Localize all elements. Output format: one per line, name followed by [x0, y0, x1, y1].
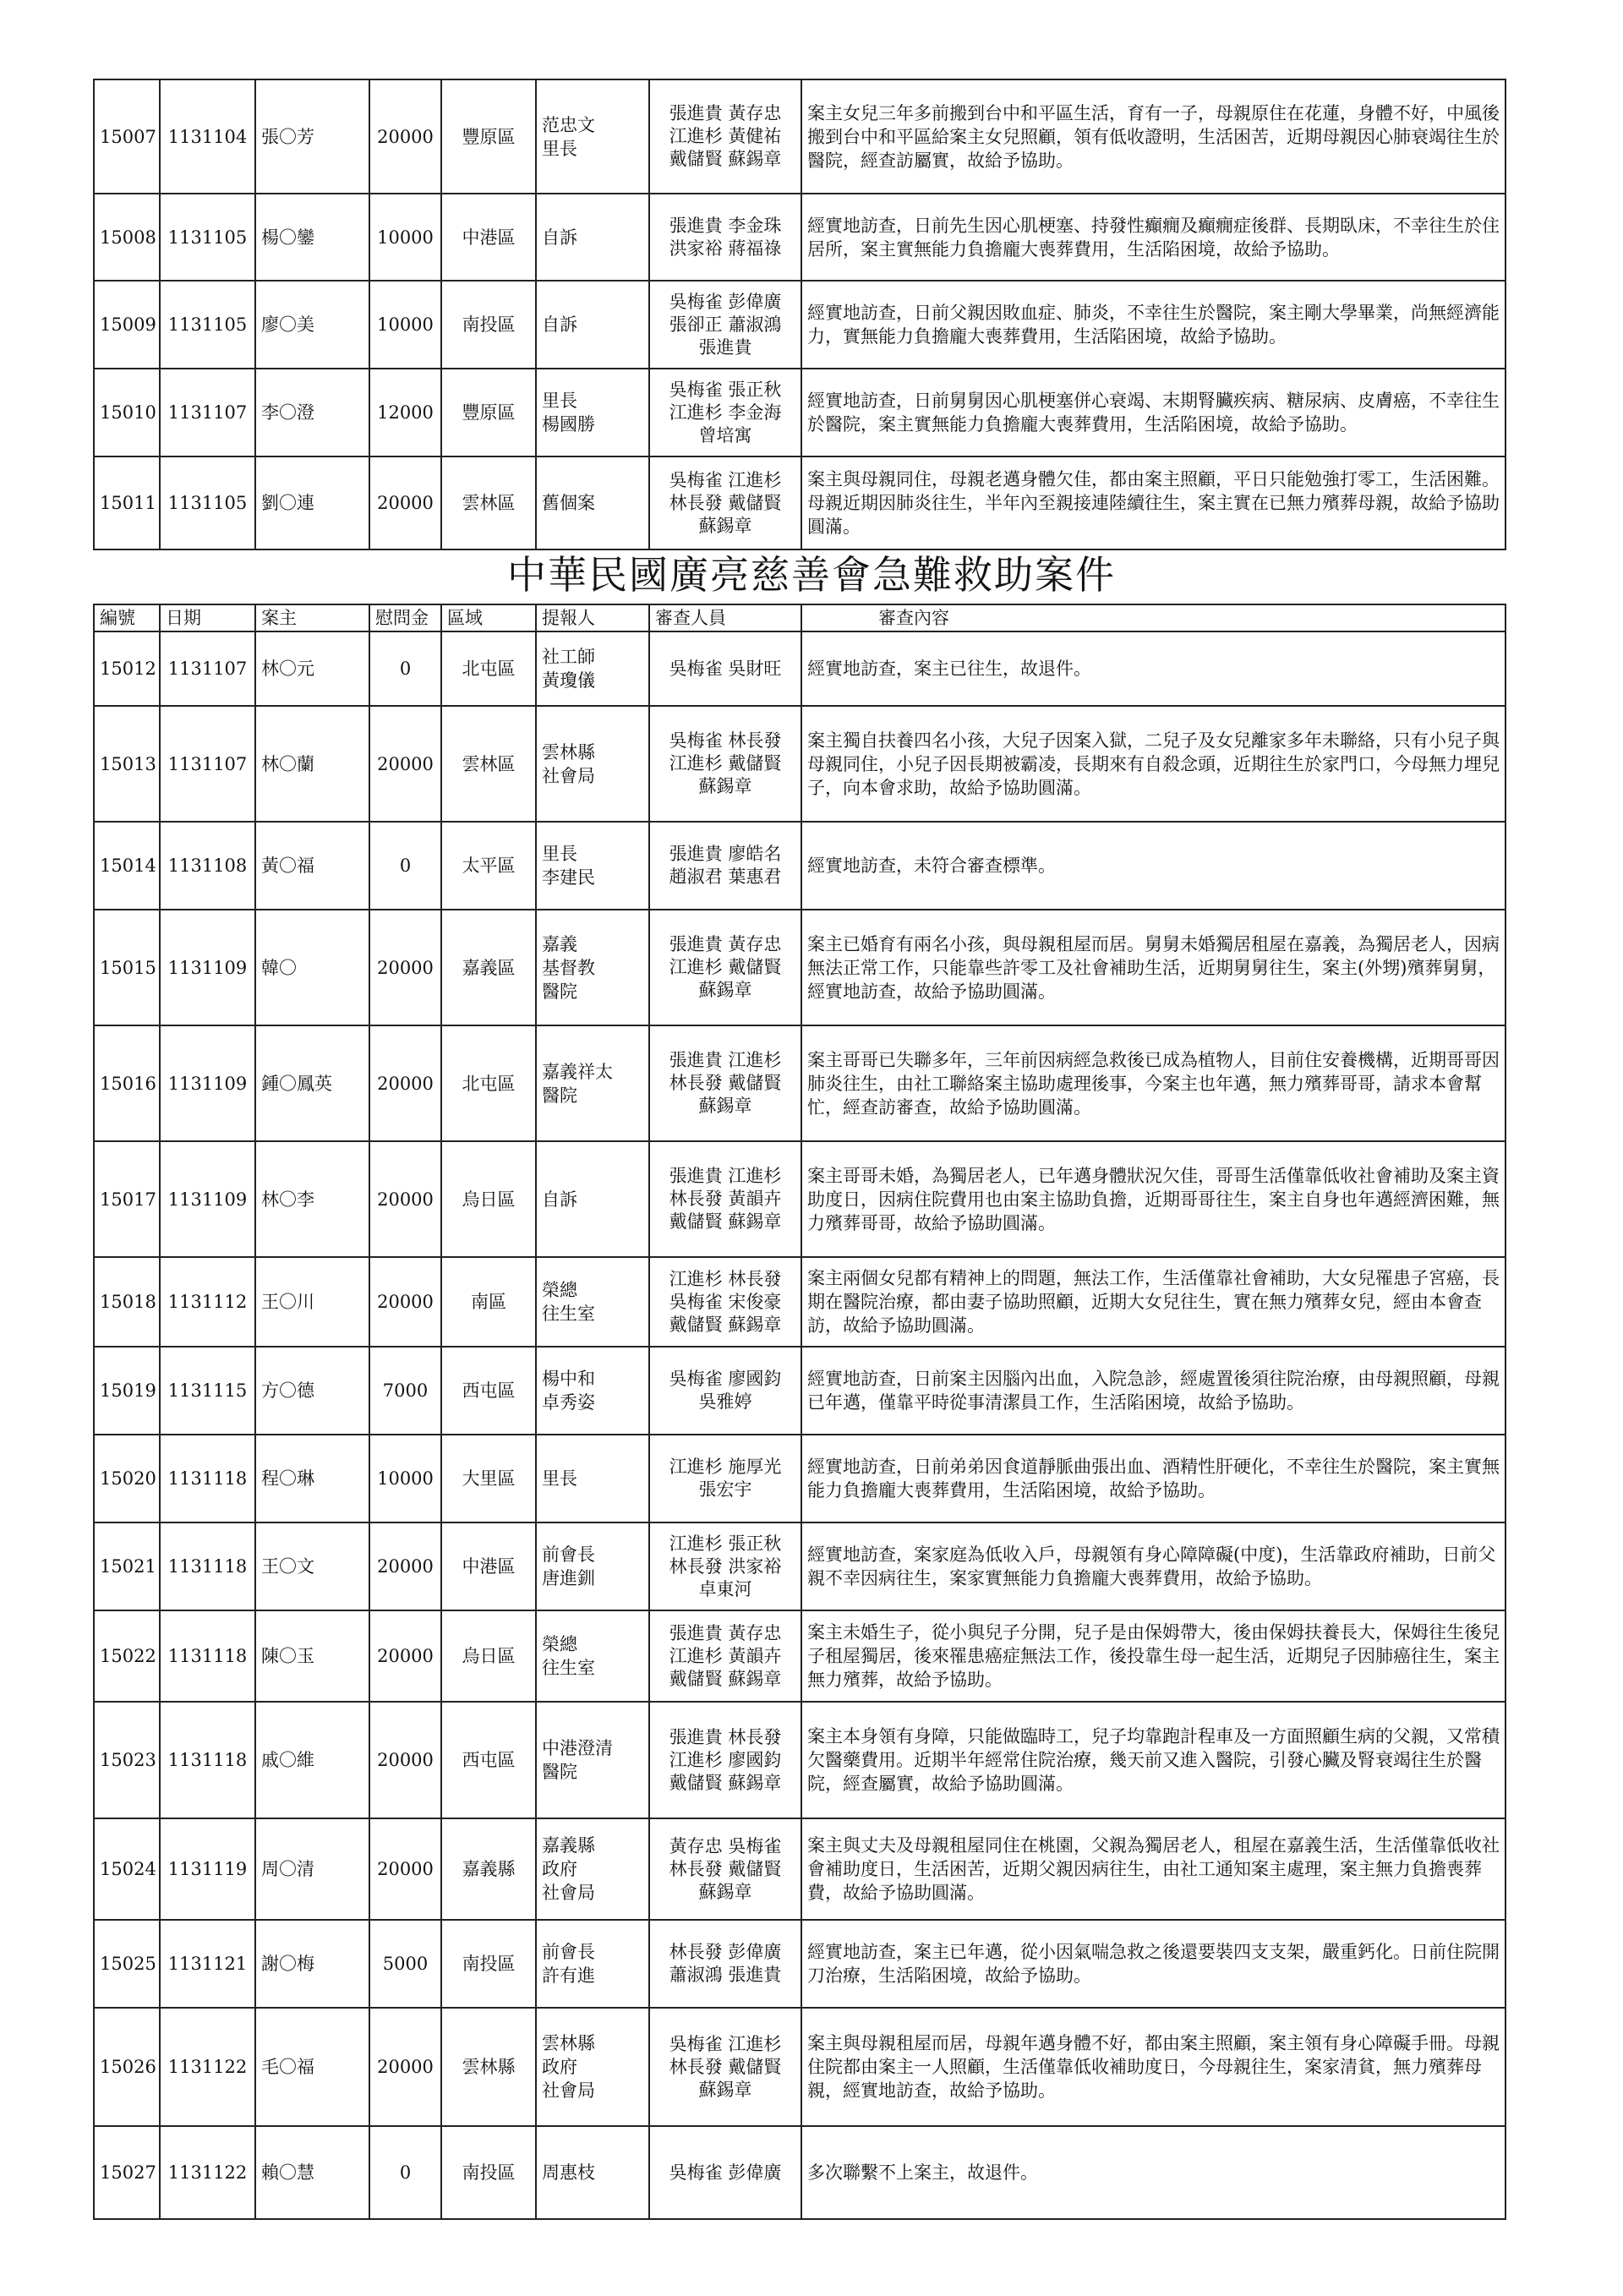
case-reviewers-line: 吳梅雀 江進杉	[669, 2033, 782, 2054]
case-reporter	[536, 1257, 649, 1347]
case-id: 15013	[94, 706, 160, 822]
case-reviewers	[649, 1347, 801, 1435]
case-reviewers-line: 吳梅雀 江進杉	[669, 469, 782, 490]
case-area: 南投區	[441, 1920, 536, 2008]
case-area: 嘉義縣	[441, 1818, 536, 1920]
case-id: 15027	[94, 2126, 160, 2219]
case-content: 經實地訪查，日前先生因心肌梗塞、持發性癲癇及癲癇症後群、長期臥床，不幸往生於住居所，案主實無能力負擔龐大喪葬費用，生活陷困境，故給予協助。	[801, 194, 1506, 281]
case-reporter	[536, 1702, 649, 1818]
header-date: 日期	[160, 604, 255, 631]
case-reporter	[536, 1347, 649, 1435]
case-client: 鍾〇鳳英	[255, 1025, 369, 1141]
case-amount: 10000	[369, 194, 441, 281]
case-content: 經實地訪查，日前案主因腦內出血，入院急診，經處置後須往院治療，由母親照顧，母親已年邁，僅靠平時從事清潔員工作，生活陷困境，故給予協助。	[801, 1347, 1506, 1435]
case-amount: 5000	[369, 1920, 441, 2008]
case-reporter-line: 社會局	[542, 1883, 595, 1903]
case-area: 嘉義區	[441, 910, 536, 1025]
table-row	[94, 1141, 1506, 1257]
case-reviewers-line: 吳雅婷	[698, 1391, 752, 1412]
case-reporter-line: 中港澄清	[542, 1738, 613, 1758]
case-reporter-line: 里長	[542, 844, 577, 864]
case-reviewers-line: 吳梅雀 彭偉廣	[669, 2162, 782, 2183]
case-content: 案主未婚生子，從小與兒子分開，兒子是由保姆帶大，後由保姆扶養長大，保姆往生後兒子租屋獨居，後來罹患癌症無法工作，後投靠生母一起生活，近期兒子因肺癌往生，案主無力殯葬，故給予協助。	[801, 1610, 1506, 1702]
case-amount: 20000	[369, 1025, 441, 1141]
case-reporter-line: 唐進釧	[542, 1568, 595, 1588]
table-row	[94, 456, 1506, 549]
case-reviewers-line: 張進貴 黃存忠	[669, 934, 782, 954]
case-reporter-line: 自訴	[542, 227, 577, 248]
case-date: 1131109	[160, 1141, 255, 1257]
case-reviewers-line: 戴儲賢 蘇錫章	[669, 1668, 782, 1689]
case-reporter-line: 榮總	[542, 1634, 577, 1654]
case-id: 15016	[94, 1025, 160, 1141]
table-row	[94, 2008, 1506, 2126]
case-reviewers-line: 林長發 戴儲賢	[669, 1858, 782, 1879]
case-reviewers-line: 蕭淑鴻 張進貴	[669, 1965, 782, 1985]
case-reviewers-line: 戴儲賢 蘇錫章	[669, 1314, 782, 1335]
case-reporter	[536, 910, 649, 1025]
case-reviewers	[649, 1257, 801, 1347]
case-table-main	[93, 604, 1506, 2220]
case-area: 豐原區	[441, 79, 536, 194]
case-id: 15011	[94, 456, 160, 549]
case-reviewers-line: 戴儲賢 蘇錫章	[669, 1772, 782, 1793]
case-reviewers-line: 江進杉 林長發	[669, 1268, 782, 1289]
case-amount: 0	[369, 631, 441, 706]
case-client: 程〇琳	[255, 1435, 369, 1522]
case-date: 1131115	[160, 1347, 255, 1435]
case-reviewers-line: 張進貴 江進杉	[669, 1050, 782, 1070]
case-reviewers	[649, 1522, 801, 1610]
case-id: 15026	[94, 2008, 160, 2126]
case-reporter	[536, 631, 649, 706]
case-content: 案主哥哥已失聯多年，三年前因病經急救後已成為植物人，目前住安養機構，近期哥哥因肺炎往生，由社工聯絡案主協助處理後事，今案主也年邁，無力殯葬哥哥，請求本會幫忙，經查訪審查，故給予協助圓滿。	[801, 1025, 1506, 1141]
case-reporter	[536, 1920, 649, 2008]
case-area: 西屯區	[441, 1702, 536, 1818]
case-client: 毛〇福	[255, 2008, 369, 2126]
case-reviewers	[649, 1818, 801, 1920]
case-reviewers-line: 張進貴 林長發	[669, 1726, 782, 1747]
case-id: 15022	[94, 1610, 160, 1702]
case-reporter-line: 政府	[542, 2057, 577, 2077]
table-row	[94, 1522, 1506, 1610]
case-area: 南區	[441, 1257, 536, 1347]
case-content: 案主女兒三年多前搬到台中和平區生活，育有一子，母親原住在花蓮，身體不好，中風後搬到台中和平區給案主女兒照顧，領有低收證明，生活困苦，近期母親因心肺衰竭往生於醫院，經查訪屬實，故給予協助。	[801, 79, 1506, 194]
case-reporter	[536, 2126, 649, 2219]
case-client: 楊〇鑾	[255, 194, 369, 281]
case-reporter-line: 卓秀姿	[542, 1392, 595, 1413]
case-client: 王〇川	[255, 1257, 369, 1347]
case-client: 陳〇玉	[255, 1610, 369, 1702]
table-row	[94, 281, 1506, 369]
case-client: 李〇澄	[255, 369, 369, 456]
case-id: 15008	[94, 194, 160, 281]
case-reviewers-line: 張宏宇	[698, 1479, 752, 1500]
table-row	[94, 706, 1506, 822]
case-date: 1131107	[160, 706, 255, 822]
case-content: 經實地訪查，案主已年邁，從小因氣喘急救之後還要裝四支支架，嚴重鈣化。日前住院開刀治療，生活陷困境，故給予協助。	[801, 1920, 1506, 2008]
case-reporter-line: 往生室	[542, 1658, 595, 1678]
case-reviewers-line: 張進貴 廖皓名	[669, 844, 782, 864]
case-area: 北屯區	[441, 631, 536, 706]
case-reviewers-line: 江進杉 施厚光	[669, 1457, 782, 1477]
case-id: 15019	[94, 1347, 160, 1435]
case-reporter-line: 醫院	[542, 1085, 577, 1106]
case-reporter	[536, 1610, 649, 1702]
case-content: 案主與丈夫及母親租屋同住在桃園，父親為獨居老人，租屋在嘉義生活，生活僅靠低收社會補助度日，生活困苦，近期父親因病往生，由社工通知案主處理，案主無力負擔喪葬費，故給予協助圓滿。	[801, 1818, 1506, 1920]
case-reporter	[536, 1435, 649, 1522]
case-reviewers	[649, 910, 801, 1025]
case-reporter-line: 基督教	[542, 957, 595, 978]
case-reporter	[536, 194, 649, 281]
case-reporter-line: 里長	[542, 138, 577, 159]
case-reviewers-line: 卓東河	[698, 1578, 752, 1599]
case-reviewers-line: 吳梅雀 彭偉廣	[669, 291, 782, 312]
case-reviewers-line: 江進杉 戴儲賢	[669, 753, 782, 774]
case-area: 烏日區	[441, 1610, 536, 1702]
case-id: 15021	[94, 1522, 160, 1610]
case-amount: 20000	[369, 706, 441, 822]
case-amount: 20000	[369, 1610, 441, 1702]
header-area: 區域	[441, 604, 536, 631]
case-content: 多次聯繫不上案主，故退件。	[801, 2126, 1506, 2219]
case-reviewers-line: 曾培寓	[698, 424, 752, 446]
case-date: 1131108	[160, 822, 255, 910]
case-date: 1131121	[160, 1920, 255, 2008]
case-reporter-line: 周惠枝	[542, 2162, 595, 2183]
table-row	[94, 1347, 1506, 1435]
case-id: 15020	[94, 1435, 160, 1522]
table-row	[94, 1257, 1506, 1347]
case-reviewers-line: 林長發 戴儲賢	[669, 492, 782, 513]
case-content: 案主哥哥未婚，為獨居老人，已年邁身體狀況欠佳，哥哥生活僅靠低收社會補助及案主資助度日，因病住院費用也由案主協助負擔，近期哥哥往生，案主自身也年邁經濟困難，無力殯葬哥哥，故給予協助圓滿。	[801, 1141, 1506, 1257]
case-reporter-line: 許有進	[542, 1965, 595, 1986]
case-reporter	[536, 822, 649, 910]
table-row	[94, 1702, 1506, 1818]
case-reporter-line: 里長	[542, 1468, 577, 1489]
case-reporter-line: 舊個案	[542, 493, 595, 513]
header-content: 審查內容	[801, 604, 1506, 631]
table-row	[94, 369, 1506, 456]
case-date: 1131107	[160, 369, 255, 456]
case-reviewers	[649, 1141, 801, 1257]
case-reviewers-line: 張卻正 蕭淑鴻	[669, 314, 782, 335]
case-id: 15012	[94, 631, 160, 706]
case-reviewers-line: 江進杉 廖國鈞	[669, 1749, 782, 1770]
case-reporter-line: 自訴	[542, 1189, 577, 1210]
case-reviewers-line: 吳梅雀 吳財旺	[669, 658, 782, 679]
case-reviewers-line: 洪家裕 蔣福祿	[669, 238, 782, 259]
case-content: 經實地訪查，日前舅舅因心肌梗塞併心衰竭、末期腎臟疾病、糖尿病、皮膚癌，不幸往生於醫院，案主實無能力負擔龐大喪葬費用，生活陷困境，故給予協助。	[801, 369, 1506, 456]
case-reporter	[536, 706, 649, 822]
case-reporter	[536, 1818, 649, 1920]
case-date: 1131119	[160, 1818, 255, 1920]
case-reporter-line: 社會局	[542, 2080, 595, 2101]
case-reviewers	[649, 1702, 801, 1818]
case-reviewers-line: 蘇錫章	[698, 2079, 752, 2100]
case-date: 1131109	[160, 1025, 255, 1141]
case-date: 1131112	[160, 1257, 255, 1347]
case-amount: 0	[369, 2126, 441, 2219]
case-reviewers-line: 趙淑君 葉惠君	[669, 866, 782, 887]
case-area: 大里區	[441, 1435, 536, 1522]
case-reporter-line: 范忠文	[542, 114, 595, 135]
case-reviewers-line: 江進杉 戴儲賢	[669, 957, 782, 977]
case-reporter-line: 自訴	[542, 314, 577, 335]
header-client: 案主	[255, 604, 369, 631]
case-reporter-line: 榮總	[542, 1280, 577, 1300]
case-content: 案主與母親租屋而居，母親年邁身體不好，都由案主照顧，案主領有身心障礙手冊。母親住院都由案主一人照顧，生活僅靠低收補助度日，今母親往生，案家清貧，無力殯葬母親，經實地訪查，故給予協助。	[801, 2008, 1506, 2126]
header-id: 編號	[94, 604, 160, 631]
case-amount: 10000	[369, 1435, 441, 1522]
case-reviewers-line: 蘇錫章	[698, 776, 752, 796]
case-reviewers-line: 張進貴 黃存忠	[669, 103, 782, 123]
table-row	[94, 2126, 1506, 2219]
case-amount: 7000	[369, 1347, 441, 1435]
header-reporter: 提報人	[536, 604, 649, 631]
case-content: 經實地訪查，案家庭為低收入戶，母親領有身心障障礙(中度)，生活靠政府補助，日前父親不幸因病往生，案家實無能力負擔龐大喪葬費用，故給予協助。	[801, 1522, 1506, 1610]
case-reviewers-line: 江進杉 黃健祐	[669, 126, 782, 146]
case-id: 15023	[94, 1702, 160, 1818]
case-client: 王〇文	[255, 1522, 369, 1610]
case-amount: 20000	[369, 1257, 441, 1347]
case-reviewers	[649, 1920, 801, 2008]
case-reviewers	[649, 1435, 801, 1522]
case-reviewers-line: 吳梅雀 宋俊豪	[669, 1291, 782, 1312]
case-date: 1131118	[160, 1435, 255, 1522]
case-date: 1131122	[160, 2126, 255, 2219]
case-reviewers-line: 蘇錫章	[698, 515, 752, 536]
case-reporter	[536, 1025, 649, 1141]
case-amount: 20000	[369, 2008, 441, 2126]
case-area: 豐原區	[441, 369, 536, 456]
case-reporter-line: 嘉義	[542, 933, 577, 954]
case-reviewers	[649, 1610, 801, 1702]
case-client: 周〇清	[255, 1818, 369, 1920]
case-client: 方〇德	[255, 1347, 369, 1435]
case-reporter	[536, 456, 649, 549]
case-id: 15010	[94, 369, 160, 456]
case-client: 黃〇福	[255, 822, 369, 910]
case-client: 劉〇連	[255, 456, 369, 549]
case-id: 15024	[94, 1818, 160, 1920]
case-reporter-line: 嘉義祥太	[542, 1061, 613, 1082]
case-date: 1131118	[160, 1522, 255, 1610]
case-id: 15009	[94, 281, 160, 369]
case-reviewers-line: 江進杉 李金海	[669, 402, 782, 423]
case-date: 1131118	[160, 1702, 255, 1818]
case-date: 1131118	[160, 1610, 255, 1702]
case-reviewers-line: 江進杉 黃韻卉	[669, 1645, 782, 1666]
case-area: 中港區	[441, 194, 536, 281]
case-content: 案主兩個女兒都有精神上的問題，無法工作，生活僅靠社會補助，大女兒罹患子宮癌，長期在醫院治療，都由妻子協助照顧，近期大女兒往生，實在無力殯葬女兒，經由本會查訪，故給予協助圓滿。	[801, 1257, 1506, 1347]
case-reviewers-line: 張進貴 黃存忠	[669, 1622, 782, 1643]
table-row	[94, 631, 1506, 706]
case-reporter-line: 醫院	[542, 1762, 577, 1782]
case-content: 經實地訪查，未符合審查標準。	[801, 822, 1506, 910]
case-area: 太平區	[441, 822, 536, 910]
case-reviewers-line: 黃存忠 吳梅雀	[669, 1835, 782, 1856]
case-reporter-line: 楊中和	[542, 1369, 595, 1389]
case-client: 林〇元	[255, 631, 369, 706]
case-reviewers-line: 蘇錫章	[698, 1881, 752, 1902]
table-row	[94, 1025, 1506, 1141]
case-id: 15014	[94, 822, 160, 910]
case-reporter-line: 黃瓊儀	[542, 670, 595, 691]
case-id: 15015	[94, 910, 160, 1025]
case-client: 張〇芳	[255, 79, 369, 194]
case-amount: 20000	[369, 1818, 441, 1920]
case-date: 1131107	[160, 631, 255, 706]
table-row	[94, 910, 1506, 1025]
case-reviewers-line: 張進貴	[698, 336, 752, 358]
case-reviewers	[649, 369, 801, 456]
case-reporter-line: 往生室	[542, 1304, 595, 1324]
case-area: 南投區	[441, 281, 536, 369]
table-header-row	[94, 604, 1506, 631]
case-reviewers-line: 吳梅雀 廖國鈞	[669, 1369, 782, 1389]
case-client: 廖〇美	[255, 281, 369, 369]
table-row	[94, 79, 1506, 194]
case-reviewers-line: 吳梅雀 林長發	[669, 730, 782, 751]
case-reporter-line: 前會長	[542, 1544, 595, 1565]
case-reviewers-line: 林長發 洪家裕	[669, 1555, 782, 1577]
case-area: 中港區	[441, 1522, 536, 1610]
case-area: 北屯區	[441, 1025, 536, 1141]
case-reviewers-line: 吳梅雀 張正秋	[669, 379, 782, 400]
case-reporter-line: 嘉義縣	[542, 1835, 595, 1856]
case-area: 烏日區	[441, 1141, 536, 1257]
case-reviewers-line: 蘇錫章	[698, 1096, 752, 1116]
case-id: 15025	[94, 1920, 160, 2008]
case-date: 1131105	[160, 281, 255, 369]
case-amount: 10000	[369, 281, 441, 369]
case-date: 1131105	[160, 194, 255, 281]
case-id: 15018	[94, 1257, 160, 1347]
case-date: 1131109	[160, 910, 255, 1025]
case-reviewers-line: 林長發 戴儲賢	[669, 1073, 782, 1093]
header-amount: 慰問金	[369, 604, 441, 631]
case-reporter	[536, 79, 649, 194]
case-reviewers-line: 戴儲賢 蘇錫章	[669, 149, 782, 169]
case-reporter-line: 楊國勝	[542, 414, 595, 435]
case-reviewers-line: 林長發 黃韻卉	[669, 1189, 782, 1209]
case-reporter-line: 社工師	[542, 647, 595, 667]
case-area: 雲林區	[441, 456, 536, 549]
case-content: 經實地訪查，案主已往生，故退件。	[801, 631, 1506, 706]
case-reviewers-line: 蘇錫章	[698, 980, 752, 1000]
case-content: 經實地訪查，日前父親因敗血症、肺炎，不幸往生於醫院，案主剛大學畢業，尚無經濟能力，實無能力負擔龐大喪葬費用，生活陷困境，故給予協助。	[801, 281, 1506, 369]
case-amount: 12000	[369, 369, 441, 456]
case-reviewers	[649, 2008, 801, 2126]
case-client: 林〇李	[255, 1141, 369, 1257]
case-area: 西屯區	[441, 1347, 536, 1435]
case-reporter-line: 前會長	[542, 1942, 595, 1962]
case-client: 林〇蘭	[255, 706, 369, 822]
case-reporter	[536, 2008, 649, 2126]
case-reporter	[536, 1141, 649, 1257]
case-area: 雲林縣	[441, 2008, 536, 2126]
case-content: 經實地訪查，日前弟弟因食道靜脈曲張出血、酒精性肝硬化，不幸往生於醫院，案主實無能力負擔龐大喪葬費用，生活陷困境，故給予協助。	[801, 1435, 1506, 1522]
case-reporter	[536, 369, 649, 456]
table-row	[94, 1920, 1506, 2008]
case-reporter-line: 里長	[542, 391, 577, 411]
case-reviewers	[649, 281, 801, 369]
case-content: 案主已婚育有兩名小孩，與母親租屋而居。舅舅未婚獨居租屋在嘉義，為獨居老人，因病無法正常工作，只能靠些許零工及社會補助生活，近期舅舅往生，案主(外甥)殯葬舅舅，經實地訪查，故給予協助圓滿。	[801, 910, 1506, 1025]
case-reviewers-line: 林長發 彭偉廣	[669, 1942, 782, 1962]
case-reporter	[536, 281, 649, 369]
case-reporter-line: 雲林縣	[542, 2033, 595, 2053]
table-row	[94, 822, 1506, 910]
case-area: 雲林區	[441, 706, 536, 822]
case-reporter	[536, 1522, 649, 1610]
case-reviewers-line: 林長發 戴儲賢	[669, 2056, 782, 2077]
case-amount: 20000	[369, 1141, 441, 1257]
case-reviewers	[649, 1025, 801, 1141]
case-date: 1131122	[160, 2008, 255, 2126]
case-amount: 20000	[369, 456, 441, 549]
case-client: 謝〇梅	[255, 1920, 369, 2008]
table-row	[94, 1610, 1506, 1702]
case-reporter-line: 李建民	[542, 867, 595, 888]
table-row	[94, 1435, 1506, 1522]
case-area: 南投區	[441, 2126, 536, 2219]
case-reviewers	[649, 822, 801, 910]
case-client: 戚〇維	[255, 1702, 369, 1818]
table-row	[94, 1818, 1506, 1920]
case-amount: 20000	[369, 79, 441, 194]
case-id: 15007	[94, 79, 160, 194]
case-content: 案主與母親同住，母親老邁身體欠佳，都由案主照顧，平日只能勉強打零工，生活困難。母親近期因肺炎往生，半年內至親接連陸續往生，案主實在已無力殯葬母親，故給予協助圓滿。	[801, 456, 1506, 549]
page-title: 中華民國廣亮慈善會急難救助案件	[507, 552, 1116, 598]
case-reporter-line: 醫院	[542, 981, 577, 1002]
case-reviewers	[649, 194, 801, 281]
case-amount: 20000	[369, 1702, 441, 1818]
case-amount: 20000	[369, 910, 441, 1025]
case-reviewers-line: 江進杉 張正秋	[669, 1533, 782, 1554]
case-content: 案主本身領有身障，只能做臨時工，兒子均靠跑計程車及一方面照顧生病的父親，又常積欠醫藥費用。近期半年經常住院治療，幾天前又進入醫院，引發心臟及腎衰竭往生於醫院，經查屬實，故給予協助圓滿。	[801, 1702, 1506, 1818]
case-reporter-line: 社會局	[542, 765, 595, 786]
case-reviewers	[649, 456, 801, 549]
header-reviewers: 審查人員	[649, 604, 801, 631]
case-reviewers	[649, 2126, 801, 2219]
case-amount: 0	[369, 822, 441, 910]
case-reporter-line: 雲林縣	[542, 741, 595, 763]
case-date: 1131104	[160, 79, 255, 194]
case-client: 賴〇慧	[255, 2126, 369, 2219]
case-reporter-line: 政府	[542, 1859, 577, 1879]
case-table-top	[93, 79, 1506, 550]
case-reviewers	[649, 79, 801, 194]
case-reviewers-line: 張進貴 李金珠	[669, 215, 782, 236]
case-content: 案主獨自扶養四名小孩，大兒子因案入獄，二兒子及女兒離家多年未聯絡，只有小兒子與母親同住，小兒子因長期被霸凌，長期來有自殺念頭，近期往生於家門口，今母無力埋兒子，向本會求助，故給予協助圓滿。	[801, 706, 1506, 822]
case-date: 1131105	[160, 456, 255, 549]
case-reviewers-line: 張進貴 江進杉	[669, 1166, 782, 1186]
table-row	[94, 194, 1506, 281]
case-reviewers	[649, 706, 801, 822]
case-id: 15017	[94, 1141, 160, 1257]
case-client: 韓〇	[255, 910, 369, 1025]
case-reviewers-line: 戴儲賢 蘇錫章	[669, 1211, 782, 1232]
case-reviewers	[649, 631, 801, 706]
case-amount: 20000	[369, 1522, 441, 1610]
